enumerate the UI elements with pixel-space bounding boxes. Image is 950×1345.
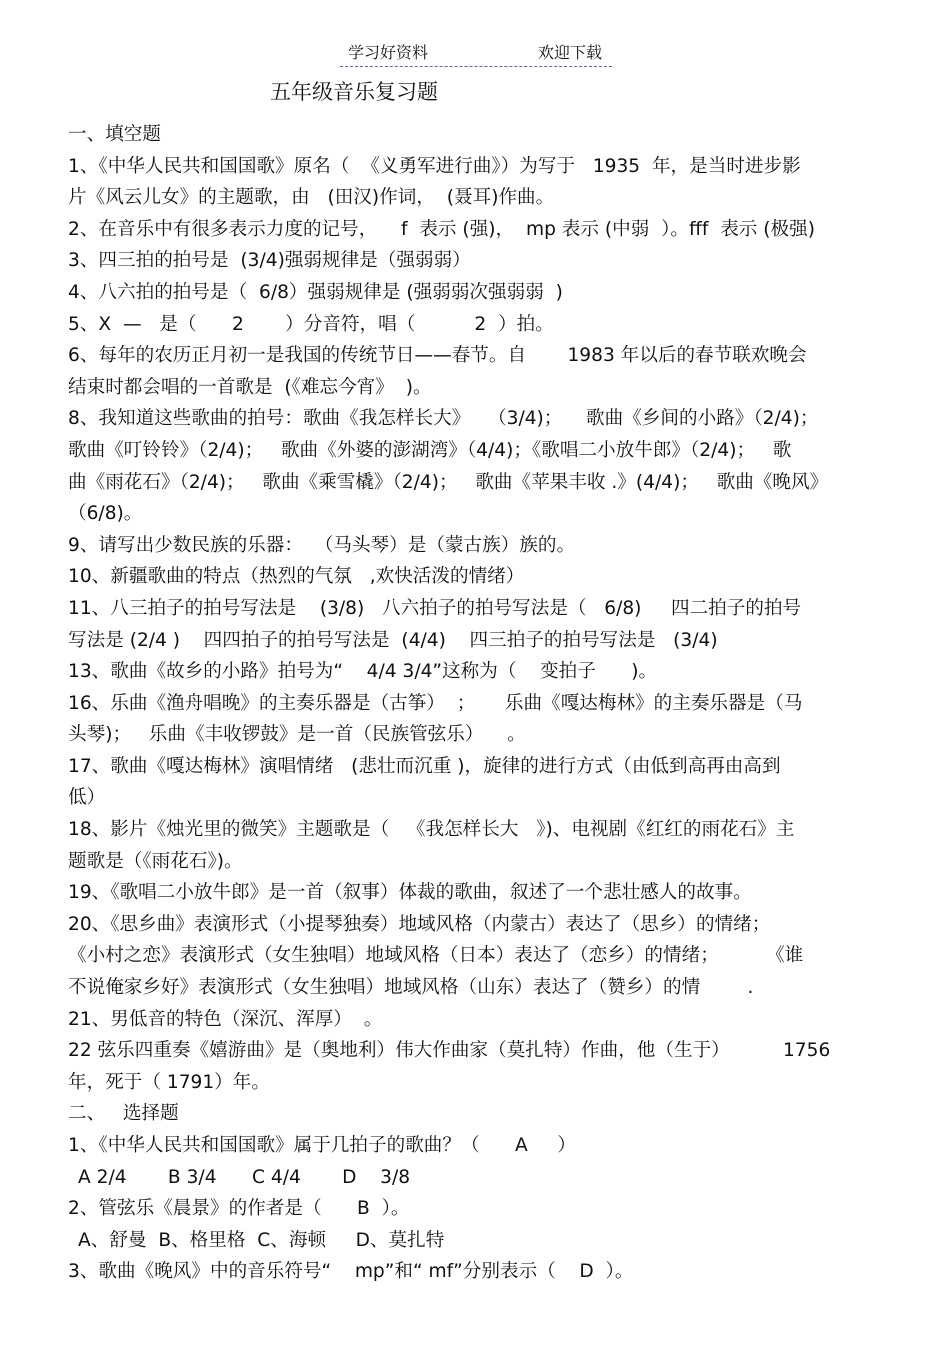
text-line: 21、男低音的特色（深沉、浑厚） 。: [68, 1008, 383, 1030]
text-line: 5、X — 是（ 2 ）分音符，唱（ 2 ）拍。: [68, 313, 554, 335]
text-line: 4、八六拍的拍号是（ 6/8）强弱规律是 (强弱弱次强弱弱 ): [68, 281, 563, 303]
text-line: 《小村之恋》表演形式（女生独唱）地域风格（日本）表达了（恋乡）的情绪； 《谁: [68, 945, 804, 967]
text-line: 1、《中华人民共和国国歌》属于几拍子的歌曲？（ A ）: [68, 1135, 576, 1156]
text-line: 11、八三拍子的拍号写法是 (3/8) 八六拍子的拍号写法是（ 6/8) 四二拍子的拍号: [68, 597, 802, 619]
text-line: 6、每年的农历正月初一是我国的传统节日——春节。自 1983 年以后的春节联欢晚会: [68, 345, 807, 367]
text-line: 片《风云儿女》的主题歌，由 (田汉)作词， (聂耳)作曲。: [68, 187, 555, 209]
page-header: [340, 40, 612, 67]
text-line: 曲《雨花石》（2/4)； 歌曲《乘雪橇》（2/4)； 歌曲《苹果丰收 .》(4/4)； 歌曲《晚风》: [68, 471, 829, 493]
text-line: 二、 选择题: [68, 1103, 179, 1125]
text-line: （6/8)。: [68, 503, 143, 525]
header-left-text: 学习好资料: [348, 43, 429, 62]
text-line: 不说俺家乡好》表演形式（女生独唱）地域风格（山东）表达了（赞乡）的情 .: [68, 977, 754, 999]
text-line: 3、歌曲《晚风》中的音乐符号“ mp”和“ mf”分别表示（ D ）。: [68, 1261, 634, 1283]
text-line: 20、《思乡曲》表演形式（小提琴独奏）地域风格（内蒙古）表达了（思乡）的情绪；: [68, 913, 771, 935]
text-line: 10、新疆歌曲的特点（热烈的气氛 ,欢快活泼的情绪）: [68, 566, 525, 588]
text-line: 1、《中华人民共和国国歌》原名（ 《义勇军进行曲》）为写于 1935 年，是当时进步影: [68, 155, 801, 177]
document-body: [68, 119, 898, 1288]
text-line: 18、影片《烛光里的微笑》主题歌是（ 《我怎样长大 》)、电视剧《红红的雨花石》主: [68, 819, 795, 841]
text-line: 3、四三拍的拍号是 (3/4)强弱规律是（强弱弱）: [68, 250, 471, 272]
text-line: 16、乐曲《渔舟唱晚》的主奏乐器是（古筝） ； 乐曲《嘎达梅林》的主奏乐器是（马: [68, 692, 803, 714]
page-title: 五年级音乐复习题: [270, 80, 438, 104]
text-line: 歌曲《叮铃铃》（2/4)； 歌曲《外婆的澎湖湾》（4/4)；《歌唱二小放牛郎》（2/4)； 歌: [68, 439, 792, 461]
text-line: 22 弦乐四重奏《嬉游曲》是（奥地利）伟大作曲家（莫扎特）作曲，他（生于） 1756: [68, 1040, 831, 1062]
text-line: 13、歌曲《故乡的小路》拍号为“ 4/4 3/4”这称为（ 变拍子 )。: [68, 661, 658, 683]
text-line: 9、请写出少数民族的乐器： （马头琴）是（蒙古族）族的。: [68, 534, 576, 556]
text-line: 题歌是（《雨花石》)。: [68, 850, 243, 872]
header-right-text: 欢迎下载: [538, 43, 603, 62]
text-line: 2、管弦乐《晨景》的作者是（ B ）。: [68, 1198, 410, 1220]
text-line: 低）: [68, 787, 106, 809]
text-line: 19、《歌唱二小放牛郎》是一首（叙事）体裁的歌曲，叙述了一个悲壮感人的故事。: [68, 882, 752, 904]
text-line: 8、我知道这些歌曲的拍号：歌曲《我怎样长大》 （3/4)； 歌曲《乡间的小路》（2/4)；: [68, 408, 819, 430]
text-line: 17、歌曲《嘎达梅林》演唱情绪 (悲壮而沉重 )，旋律的进行方式（由低到高再由高到: [68, 755, 781, 777]
text-line: 一、填空题: [68, 124, 161, 145]
text-line: 结束时都会唱的一首歌是 (《难忘今宵》 )。: [68, 376, 432, 398]
text-line: 头琴)； 乐曲《丰收锣鼓》是一首（民族管弦乐） 。: [68, 724, 526, 746]
text-line: A 2/4 B 3/4 C 4/4 D 3/8: [78, 1166, 411, 1188]
text-line: A、舒曼 B、格里格 C、海顿 D、莫扎特: [78, 1229, 445, 1251]
text-line: 年，死于（ 1791）年。: [68, 1071, 270, 1093]
text-line: 写法是 (2/4 ) 四四拍子的拍号写法是 (4/4) 四三拍子的拍号写法是 (3/4): [68, 629, 718, 651]
text-line: 2、在音乐中有很多表示力度的记号， f 表示 (强)， mp 表示 (中弱 ）。fff 表示 (极强): [68, 218, 815, 240]
